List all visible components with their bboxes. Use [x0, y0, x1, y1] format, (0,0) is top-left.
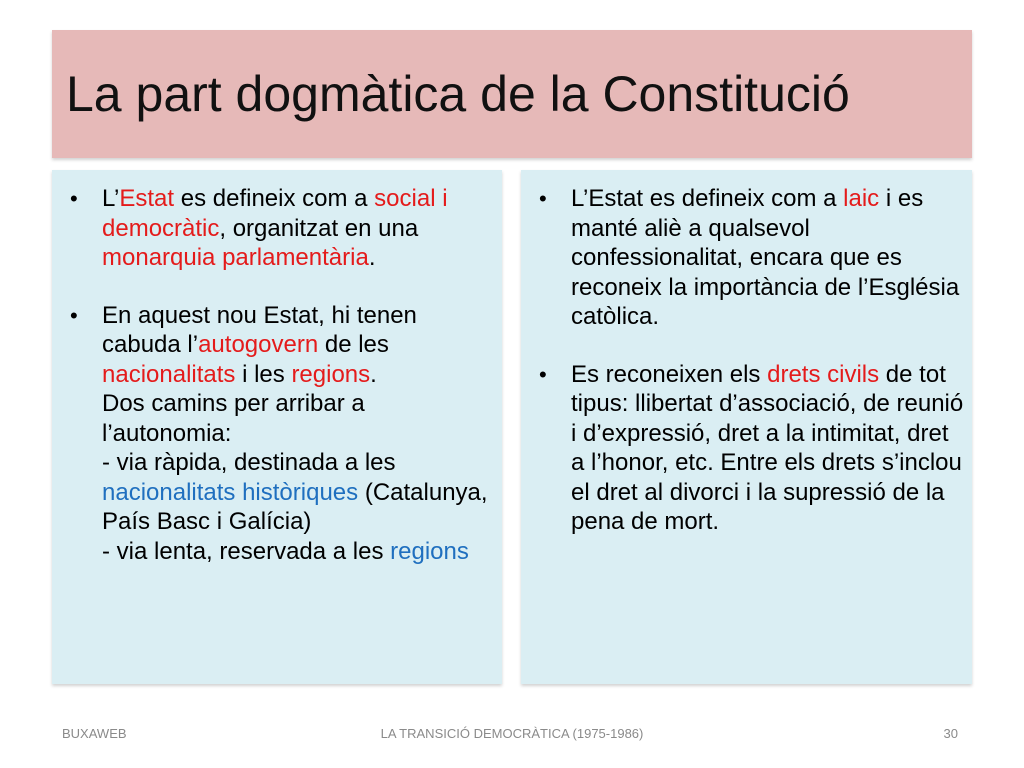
text-run: En aquest nou Estat, hi tenen cabuda l’: [102, 301, 417, 358]
left-bullet-state-definition: [52, 184, 502, 273]
highlight-regions: regions: [291, 360, 371, 388]
footer-author: BUXAWEB: [62, 726, 127, 741]
text-run: , organitzat en una: [219, 214, 419, 242]
slow-path-line: - via lenta, reservada a les: [102, 537, 391, 565]
text-run: i les: [235, 360, 292, 388]
right-bullet-civil-rights: [521, 360, 972, 537]
highlight-parliamentary-monarchy: monarquia parlamentària: [102, 244, 369, 271]
text-run: de les: [318, 331, 389, 358]
text-run: i es manté aliè a qualsevol confessionalitat, encara que es reconeix la importància de l’Església catòlica.: [571, 185, 960, 330]
text-run: .: [368, 244, 376, 271]
highlight-autogovern: autogovern: [198, 331, 319, 358]
footer-topic: LA TRANSICIÓ DEMOCRÀTICA (1975-1986): [380, 726, 644, 741]
highlight-laic: laic: [843, 185, 880, 212]
highlight-social-democratic: social i democràtic: [102, 185, 448, 242]
highlight-estat: Estat: [119, 185, 175, 212]
fast-path-examples: (Catalunya, País Basc i Galícia): [102, 478, 488, 535]
text-run: Es reconeixen els: [571, 360, 768, 388]
right-bullet-list: [521, 184, 972, 565]
text-run: .: [370, 360, 377, 388]
left-bullet-list: [52, 184, 502, 594]
right-bullet-secular-state: [521, 184, 972, 332]
text-run: L’: [102, 185, 120, 212]
bullet-dot: •: [539, 361, 547, 387]
autonomy-paths-line: Dos camins per arribar a l’autonomia:: [102, 390, 365, 447]
bullet-dot: •: [539, 186, 547, 211]
highlight-nacionalitats: nacionalitats: [102, 360, 236, 388]
footer-page-number: 30: [943, 726, 958, 741]
bullet-dot: •: [70, 186, 78, 211]
right-column: [521, 170, 972, 684]
text-run: de tot tipus: llibertat d’associació, de reunió i d’expressió, dret a la intimitat, dret a l’honor, etc. Entre els drets s’inclou el dret al divorci i la supressió de la pena de mort.: [571, 360, 964, 535]
bullet-dot: •: [70, 302, 78, 328]
title-banner: [52, 30, 972, 158]
text-run: es defineix com a: [174, 185, 375, 212]
left-column: [52, 170, 502, 684]
highlight-historic-nationalities: nacionalitats històriques: [102, 478, 359, 506]
left-bullet-autonomy: [52, 301, 502, 567]
highlight-slow-regions: regions: [390, 537, 469, 565]
slide-title: La part dogmàtica de la Constitució: [66, 66, 850, 122]
text-run: L’Estat es defineix com a: [571, 185, 844, 212]
fast-path-line: - via ràpida, destinada a les: [102, 449, 396, 476]
highlight-civil-rights: drets civils: [767, 360, 880, 388]
